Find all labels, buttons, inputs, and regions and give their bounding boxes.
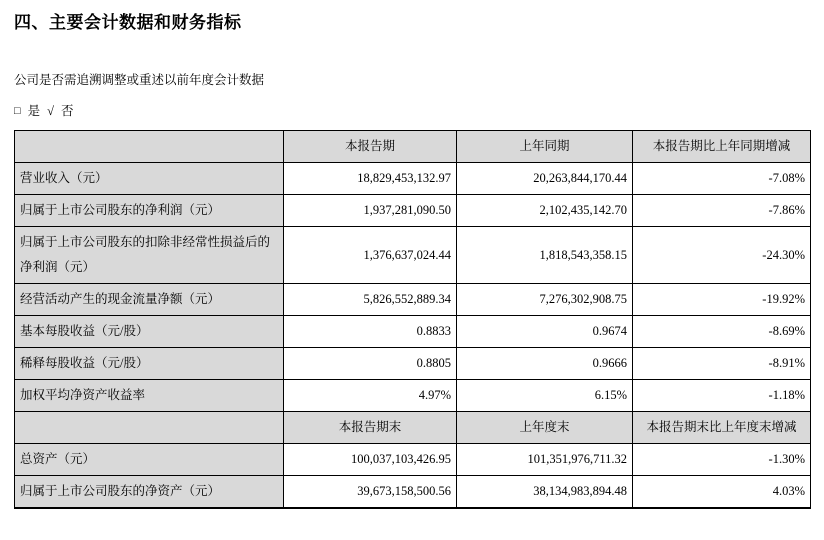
current-period-cell: 0.8833 — [284, 316, 457, 348]
checkbox-yes-icon: □ — [14, 105, 21, 117]
prior-period-cell: 6.15% — [457, 380, 633, 412]
header-blank-cell — [15, 131, 284, 163]
table-row-weighted-avg-roe — [15, 380, 811, 412]
current-period-cell: 1,937,281,090.50 — [284, 195, 457, 227]
prior-period-cell: 101,351,976,711.32 — [457, 444, 633, 476]
checkbox-yes-label: 是 — [27, 104, 41, 118]
prior-period-cell: 0.9666 — [457, 348, 633, 380]
col-header-current-period-end: 本报告期末 — [284, 412, 457, 444]
financial-indicators-table — [14, 130, 811, 509]
col-header-period-change: 本报告期比上年同期增减 — [633, 131, 811, 163]
change-cell: -8.91% — [633, 348, 811, 380]
prior-period-cell: 7,276,302,908.75 — [457, 284, 633, 316]
table-row-net-profit-excl-nonrecurring — [15, 227, 811, 284]
change-cell: -1.30% — [633, 444, 811, 476]
prior-period-cell: 0.9674 — [457, 316, 633, 348]
header-blank-cell — [15, 412, 284, 444]
row-label-cell: 稀释每股收益（元/股） — [15, 348, 284, 380]
change-cell: -8.69% — [633, 316, 811, 348]
prior-period-cell: 20,263,844,170.44 — [457, 163, 633, 195]
change-cell: -7.08% — [633, 163, 811, 195]
change-cell: -24.30% — [633, 227, 811, 284]
current-period-cell: 5,826,552,889.34 — [284, 284, 457, 316]
current-period-cell: 4.97% — [284, 380, 457, 412]
table-row-net-assets — [15, 476, 811, 509]
col-header-prior-period: 上年同期 — [457, 131, 633, 163]
prior-period-cell: 2,102,435,142.70 — [457, 195, 633, 227]
row-label-cell: 总资产（元） — [15, 444, 284, 476]
col-header-prior-year-end: 上年度末 — [457, 412, 633, 444]
table-row-total-assets — [15, 444, 811, 476]
table-header-row-period — [15, 131, 811, 163]
table-row-revenue — [15, 163, 811, 195]
table-row-diluted-eps — [15, 348, 811, 380]
row-label-cell: 归属于上市公司股东的扣除非经常性损益后的净利润（元） — [15, 227, 284, 284]
check-mark-icon: √ — [47, 104, 55, 118]
section-title: 四、主要会计数据和财务指标 — [14, 13, 242, 32]
table-header-row-period-end — [15, 412, 811, 444]
change-cell: -1.18% — [633, 380, 811, 412]
current-period-cell: 0.8805 — [284, 348, 457, 380]
checkbox-no-label: 否 — [61, 104, 74, 118]
current-period-cell: 100,037,103,426.95 — [284, 444, 457, 476]
table-row-net-profit — [15, 195, 811, 227]
change-cell: -19.92% — [633, 284, 811, 316]
table-row-operating-cash-flow — [15, 284, 811, 316]
row-label-cell: 营业收入（元） — [15, 163, 284, 195]
current-period-cell: 1,376,637,024.44 — [284, 227, 457, 284]
current-period-cell: 39,673,158,500.56 — [284, 476, 457, 509]
change-cell: 4.03% — [633, 476, 811, 509]
current-period-cell: 18,829,453,132.97 — [284, 163, 457, 195]
prior-period-cell: 38,134,983,894.48 — [457, 476, 633, 509]
row-label-cell: 经营活动产生的现金流量净额（元） — [15, 284, 284, 316]
restatement-checkbox-line — [14, 101, 810, 119]
table-row-basic-eps — [15, 316, 811, 348]
col-header-period-end-change: 本报告期末比上年度末增减 — [633, 412, 811, 444]
prior-period-cell: 1,818,543,358.15 — [457, 227, 633, 284]
col-header-current-period: 本报告期 — [284, 131, 457, 163]
row-label-cell: 基本每股收益（元/股） — [15, 316, 284, 348]
restatement-question: 公司是否需追溯调整或重述以前年度会计数据 — [14, 73, 265, 87]
row-label-cell: 归属于上市公司股东的净资产（元） — [15, 476, 284, 509]
change-cell: -7.86% — [633, 195, 811, 227]
row-label-cell: 加权平均净资产收益率 — [15, 380, 284, 412]
row-label-cell: 归属于上市公司股东的净利润（元） — [15, 195, 284, 227]
